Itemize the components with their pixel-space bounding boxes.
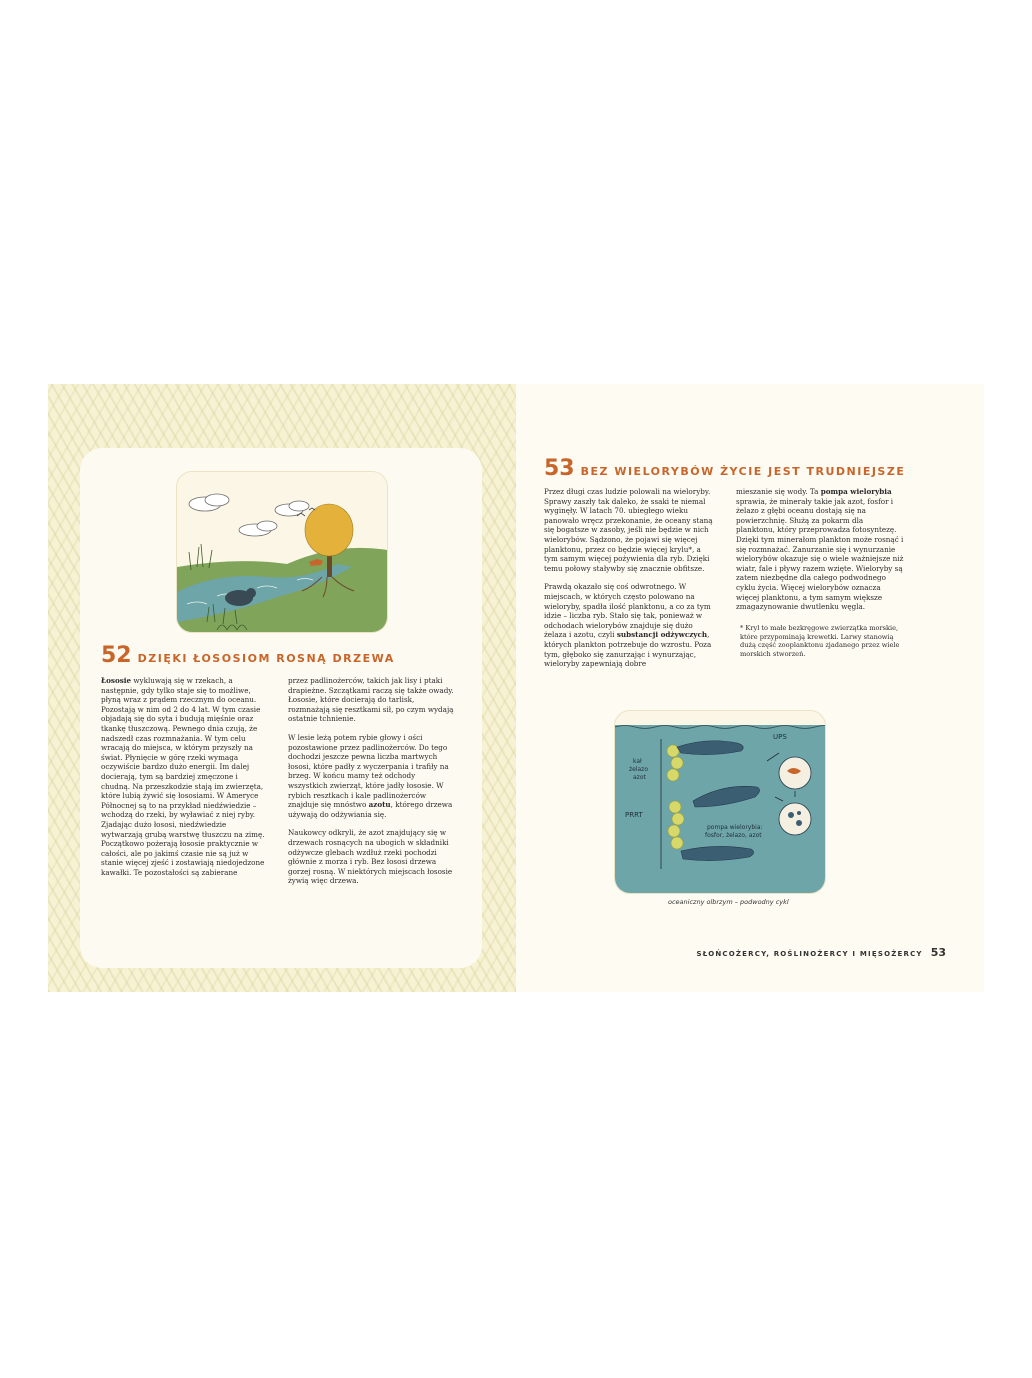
paragraph-text: mieszanie się wody. Ta (736, 487, 821, 496)
label-prrt: PRRT (625, 811, 643, 819)
paragraph-text: sprawia, że minerały takie jak azot, fosfor i żelazo z głębi oceanu dostają się na powierzchnię. Służą za pokarm dla planktonu, który przeprowadza fotosyntezę. Dzięki tym minerałom plankton może rosnąć i się rozmnażać. Zanurzanie się i wynurzanie wielorybów okazuje się o wiele ważniejsze niż wiatr, fale i pływy razem wzięte. Wieloryby są zatem niezbędne dla całego podwodnego cyklu życia. Więcej wielorybów oznacza więcej planktonu, a tym samym większe zmagazynowanie dwutlenku węgla. (736, 496, 904, 612)
salmon-illustration (176, 471, 388, 633)
label-ups: UPS (773, 733, 787, 741)
label-zelazo: żelazo (629, 766, 649, 773)
footnote: * Kryl to małe bezkręgowe zwierzątka morskie, które przypominają krewetki. Larwy stanowią dużą część zooplanktonu zjadanego przez wiele morskich stworzeń. (740, 624, 900, 658)
page-folio (697, 946, 946, 959)
section-number: 53 (544, 456, 575, 481)
section-52-heading (101, 643, 395, 668)
paragraph-text: , których plankton potrzebuje do wzrostu. Poza tym, głęboko się zanurzając i wynurzając, wieloryby zapewniają dobre (544, 630, 712, 669)
section-title: BEZ WIELORYBÓW ŻYCIE JEST TRUDNIEJSZE (580, 465, 906, 478)
left-text-column-1 (101, 676, 267, 886)
book-spread (48, 384, 984, 992)
label-kal: kał (633, 758, 642, 765)
paragraph: przez padlinożerców, takich jak lisy i ptaki drapieżne. Szczątkami raczą się także owady. Łososie, które docierają do tarlisk, rozmnażają się resztkami sił, po czym wydają ostatnie tchnienie. (288, 676, 454, 724)
page-number: 53 (930, 946, 946, 959)
paragraph (288, 733, 456, 819)
paragraph-text: Prawdą okazało się coś odwrotnego. W miejscach, w których często polowano na wieloryby, spadła ilość planktonu, a co za tym idzie – liczba ryb. Stało się tak, ponieważ w odchodach wielorybów znajduje się dużo żelaza i azotu, czyli (544, 582, 711, 640)
whale-cycle-drawing (615, 711, 825, 893)
paragraph (101, 676, 267, 877)
paragraph (544, 582, 716, 668)
section-title: DZIĘKI ŁOSOSIOM ROSNĄ DRZEWA (137, 652, 395, 665)
paragraph: Przez długi czas ludzie polowali na wieloryby. Sprawy zaszły tak daleko, że ssaki te niemal wyginęły. W latach 70. ubiegłego wieku panowało wręcz przekonanie, że oceany staną się bogatsze w zasoby, jeśli nie będzie w nich wielorybów. Sądzono, że pojawi się więcej planktonu, przez co będzie więcej krylu*, a tym samym więcej pożywienia dla ryb. Dzięki temu połowy staływby się znacznie obfitsze. (544, 487, 713, 573)
bold-term: substancji odżywczych (616, 630, 708, 640)
left-page (48, 384, 516, 992)
paragraph (736, 487, 904, 612)
label-pompa: pompa wielorybia: (707, 824, 763, 831)
section-53-heading (544, 456, 905, 481)
left-text-column-2 (288, 676, 456, 895)
paragraph-text: , którego drzewa używają do odżywiania się. (288, 800, 453, 819)
bold-term: pompa wielorybia (820, 487, 892, 496)
diagram-caption: oceaniczny olbrzym – podwodny cykl (668, 898, 789, 906)
label-pompa-2: fosfor, żelazo, azot (705, 832, 762, 839)
whale-pump-diagram (614, 710, 826, 894)
paragraph: Naukowcy odkryli, że azot znajdujący się w drzewach rosnących na ubogich w składniki odżywcze glebach wzdłuż rzeki pochodzi głównie z morza i ryb. Bez łososi drzewa gorzej rosną. W niektórych miejscach łososie żywią więc drzewa. (288, 828, 453, 886)
river-forest-drawing (177, 472, 387, 632)
paragraph-text: wykluwają się w rzekach, a następnie, gdy tylko staje się to możliwe, płyną wraz z prądem rzecznym do oceanu. Pozostają w nim od 2 do 4 lat. W tym czasie objadają się do syta i budują mięśnie oraz tkankę tłuszczową. Pewnego dnia czują, że nadszedł czas rozmnażania. W tym celu wracają do miejsca, w którym przyszły na świat. Płynięcie w górę rzeki wymaga oczywiście bardzo dużo energii. Im dalej docierają, tym są bardziej zmęczone i chudną. Na przeszkodzie stają im zwierzęta, które lubią żywić się łososiami. W Ameryce Północnej są to na przykład niedźwiedzie – wchodzą do rzeki, by wyławiać z niej ryby. Zjadając dużo łososi, niedźwiedzie wytwarzają grubą warstwę tłuszczu na zimę. Początkowo pożerają łososie praktycznie w całości, ale po jakimś czasie nie są już w stanie więcej zjeść i zostawiają niedojedzone kawałki. Te pozostałości są zabierane (101, 676, 265, 877)
content-card (80, 448, 482, 968)
paragraph-text: W lesie leżą potem rybie głowy i ości pozostawione przez padlinożerców. Do tego dochodzi jeszcze pewna liczba martwych łososi, które padły z wyczerpania i trafiły na brzeg. W końcu mamy też odchody wszystkich zwierząt, które jadły łososie. W rybich resztkach i kale padlinożerców znajduje się mnóstwo (288, 732, 449, 810)
bold-term: azotu (368, 800, 391, 810)
label-azot: azot (633, 774, 646, 781)
right-text-column-1 (544, 487, 716, 678)
section-number: 52 (101, 643, 132, 668)
right-text-column-2 (736, 487, 904, 621)
bold-term: Łososie (101, 676, 132, 685)
right-page (516, 384, 984, 992)
folio-section: SŁOŃCOŻERCY, ROŚLINOŻERCY I MIĘSOŻERCY (696, 950, 923, 958)
